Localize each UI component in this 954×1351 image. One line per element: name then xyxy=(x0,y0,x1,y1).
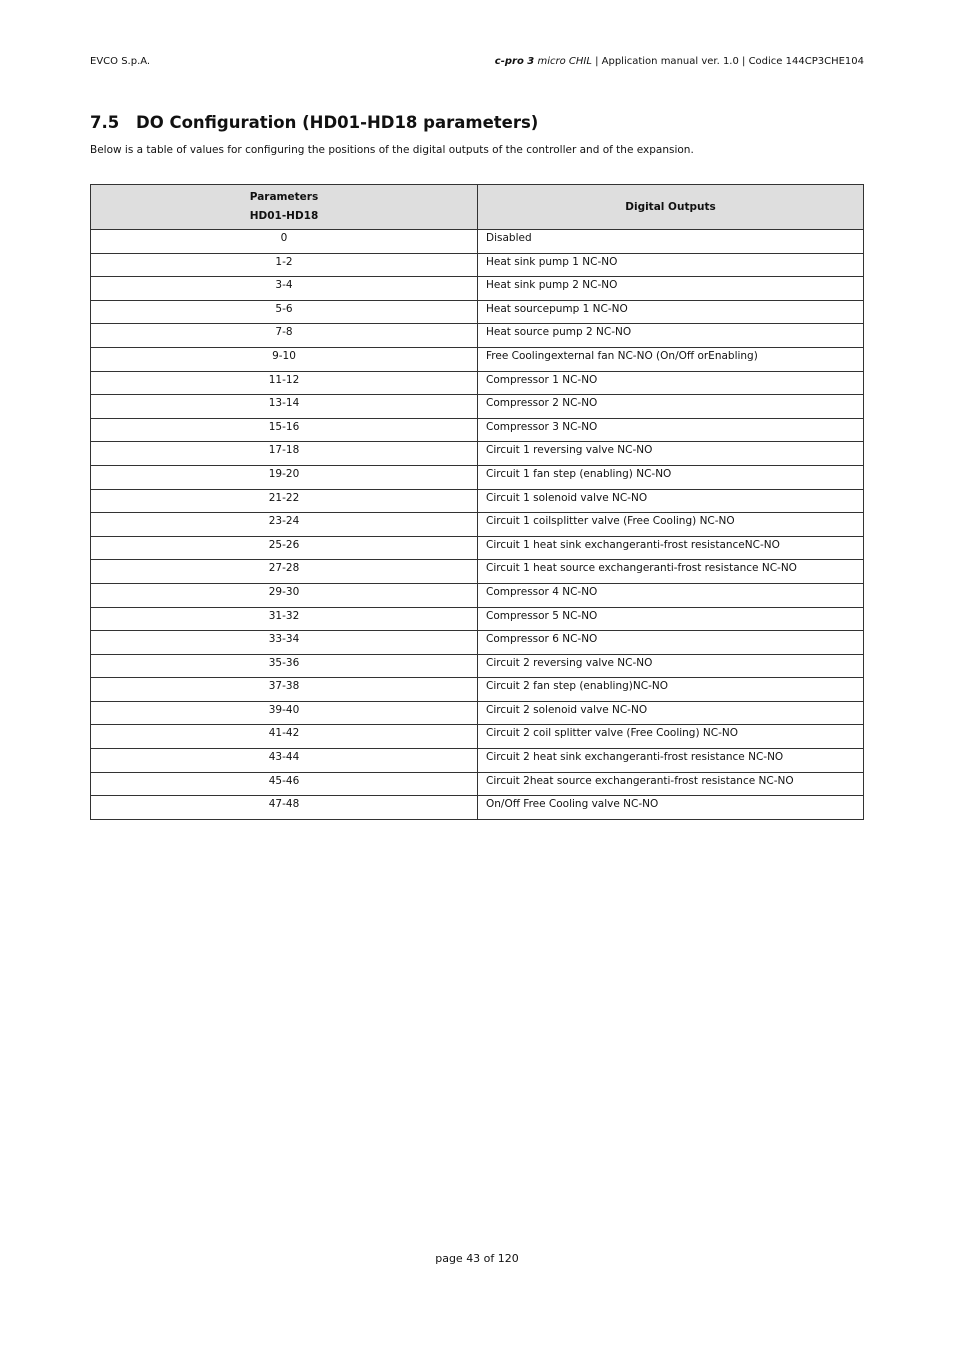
parameter-value-cell: 21-22 xyxy=(91,489,478,513)
parameter-value-cell: 13-14 xyxy=(91,395,478,419)
parameter-value-cell: 31-32 xyxy=(91,607,478,631)
table-row xyxy=(91,654,864,678)
table-row xyxy=(91,772,864,796)
digital-output-cell: Heat sink pump 1 NC-NO xyxy=(478,253,864,277)
digital-output-cell: Circuit 2 coil splitter valve (Free Cooling) NC-NO xyxy=(478,725,864,749)
table-row xyxy=(91,701,864,725)
table-row xyxy=(91,371,864,395)
digital-output-cell: Circuit 2 heat sink exchangeranti-frost resistance NC-NO xyxy=(478,749,864,773)
table-row xyxy=(91,536,864,560)
table-row xyxy=(91,489,864,513)
section-title: DO Configuration (HD01-HD18 parameters) xyxy=(136,113,539,132)
digital-output-cell: Circuit 1 fan step (enabling) NC-NO xyxy=(478,465,864,489)
parameter-value-cell: 0 xyxy=(91,230,478,254)
parameter-value-cell: 3-4 xyxy=(91,277,478,301)
table-row xyxy=(91,560,864,584)
digital-output-cell: Circuit 1 heat sink exchangeranti-frost resistanceNC-NO xyxy=(478,536,864,560)
parameter-value-cell: 45-46 xyxy=(91,772,478,796)
table-row xyxy=(91,442,864,466)
digital-output-cell: Compressor 3 NC-NO xyxy=(478,418,864,442)
header-document-info xyxy=(495,56,864,67)
digital-output-cell: Free Coolingexternal fan NC-NO (On/Off orEnabling) xyxy=(478,347,864,371)
table-row xyxy=(91,465,864,489)
parameter-value-cell: 41-42 xyxy=(91,725,478,749)
parameter-value-cell: 23-24 xyxy=(91,513,478,537)
parameters-header-line2: HD01-HD18 xyxy=(249,210,319,222)
parameters-header-line1: Parameters xyxy=(249,191,319,203)
digital-output-cell: Compressor 5 NC-NO xyxy=(478,607,864,631)
table-row xyxy=(91,796,864,820)
digital-output-cell: Compressor 6 NC-NO xyxy=(478,631,864,655)
do-configuration-table xyxy=(90,184,864,820)
parameter-value-cell: 43-44 xyxy=(91,749,478,773)
table-header-row xyxy=(91,185,864,230)
parameter-value-cell: 17-18 xyxy=(91,442,478,466)
parameter-value-cell: 15-16 xyxy=(91,418,478,442)
parameter-value-cell: 37-38 xyxy=(91,678,478,702)
digital-output-cell: Disabled xyxy=(478,230,864,254)
table-row xyxy=(91,631,864,655)
digital-outputs-column-header: Digital Outputs xyxy=(478,185,864,230)
table-row xyxy=(91,347,864,371)
header-model: micro CHIL xyxy=(537,56,592,67)
header-product: c-pro 3 xyxy=(494,56,535,67)
parameter-value-cell: 7-8 xyxy=(91,324,478,348)
parameter-value-cell: 19-20 xyxy=(91,465,478,489)
digital-output-cell: Heat sink pump 2 NC-NO xyxy=(478,277,864,301)
table-row xyxy=(91,324,864,348)
parameter-value-cell: 11-12 xyxy=(91,371,478,395)
table-body xyxy=(91,230,864,820)
parameter-value-cell: 39-40 xyxy=(91,701,478,725)
digital-output-cell: Circuit 2heat source exchangeranti-frost resistance NC-NO xyxy=(478,772,864,796)
digital-output-cell: Circuit 2 reversing valve NC-NO xyxy=(478,654,864,678)
header-manual-info: | Application manual ver. 1.0 | Codice 144CP3CHE104 xyxy=(595,56,864,67)
table-row xyxy=(91,749,864,773)
section-intro: Below is a table of values for configuring the positions of the digital outputs of the controller and of the expansion. xyxy=(90,144,694,156)
digital-output-cell: Compressor 1 NC-NO xyxy=(478,371,864,395)
parameter-value-cell: 5-6 xyxy=(91,300,478,324)
digital-output-cell: Circuit 2 solenoid valve NC-NO xyxy=(478,701,864,725)
digital-output-cell: Heat source pump 2 NC-NO xyxy=(478,324,864,348)
digital-output-cell: Circuit 1 reversing valve NC-NO xyxy=(478,442,864,466)
parameter-value-cell: 1-2 xyxy=(91,253,478,277)
digital-output-cell: Circuit 1 coilsplitter valve (Free Cooling) NC-NO xyxy=(478,513,864,537)
page-number: page 43 of 120 xyxy=(435,1252,519,1265)
table-row xyxy=(91,583,864,607)
parameter-value-cell: 47-48 xyxy=(91,796,478,820)
section-heading xyxy=(90,113,538,132)
table-row xyxy=(91,513,864,537)
table-row xyxy=(91,300,864,324)
digital-output-cell: Circuit 2 fan step (enabling)NC-NO xyxy=(478,678,864,702)
parameter-value-cell: 29-30 xyxy=(91,583,478,607)
header-company: EVCO S.p.A. xyxy=(90,56,151,67)
parameter-value-cell: 9-10 xyxy=(91,347,478,371)
digital-output-cell: Heat sourcepump 1 NC-NO xyxy=(478,300,864,324)
digital-output-cell: Circuit 1 heat source exchangeranti-frost resistance NC-NO xyxy=(478,560,864,584)
table-row xyxy=(91,253,864,277)
table-row xyxy=(91,678,864,702)
parameter-value-cell: 27-28 xyxy=(91,560,478,584)
table-row xyxy=(91,230,864,254)
parameter-value-cell: 33-34 xyxy=(91,631,478,655)
digital-output-cell: Compressor 2 NC-NO xyxy=(478,395,864,419)
digital-output-cell: Compressor 4 NC-NO xyxy=(478,583,864,607)
table-row xyxy=(91,418,864,442)
table-row xyxy=(91,725,864,749)
parameter-value-cell: 25-26 xyxy=(91,536,478,560)
digital-output-cell: On/Off Free Cooling valve NC-NO xyxy=(478,796,864,820)
table-row xyxy=(91,395,864,419)
parameter-value-cell: 35-36 xyxy=(91,654,478,678)
parameters-column-header xyxy=(91,185,478,230)
section-number: 7.5 xyxy=(90,113,120,132)
digital-output-cell: Circuit 1 solenoid valve NC-NO xyxy=(478,489,864,513)
table-row xyxy=(91,277,864,301)
table-row xyxy=(91,607,864,631)
